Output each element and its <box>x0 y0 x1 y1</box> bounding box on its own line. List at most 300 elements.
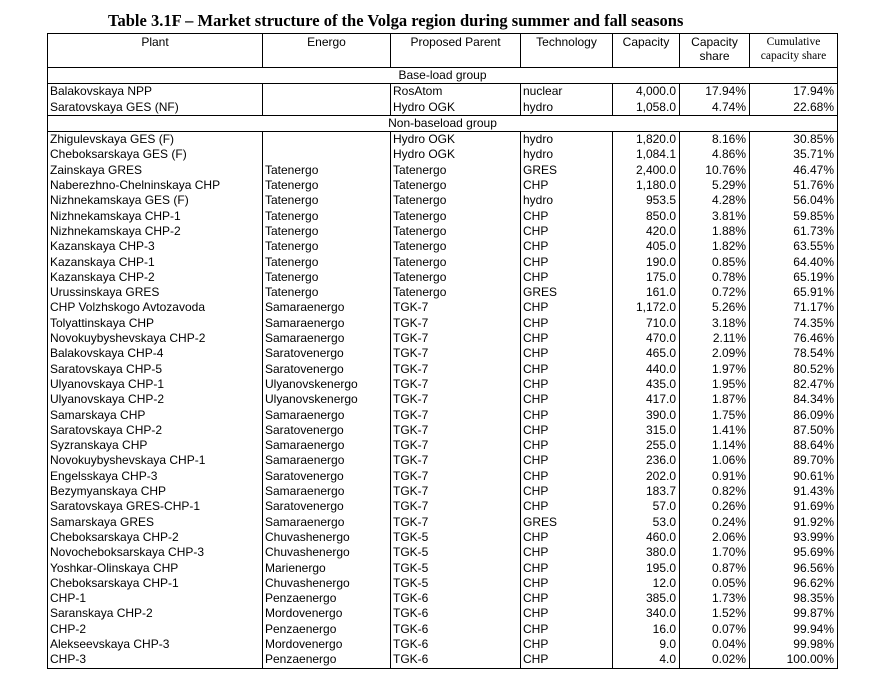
capacity-cell: 1,084.1 <box>613 147 680 162</box>
parent-cell: TGK-7 <box>391 316 521 331</box>
parent-cell: TGK-7 <box>391 362 521 377</box>
plant-cell: Balakovskaya CHP-4 <box>48 346 263 361</box>
technology-cell: CHP <box>521 652 613 668</box>
energo-cell: Samaraenergo <box>263 316 391 331</box>
table-header <box>48 34 838 68</box>
technology-cell: CHP <box>521 484 613 499</box>
technology-cell: CHP <box>521 377 613 392</box>
energo-cell: Penzaenergo <box>263 652 391 668</box>
parent-cell: TGK-7 <box>391 438 521 453</box>
capacity-cell: 183.7 <box>613 484 680 499</box>
group-label: Base-load group <box>48 68 838 84</box>
plant-cell: Nizhnekamskaya CHP-2 <box>48 224 263 239</box>
energo-cell: Saratovenergo <box>263 423 391 438</box>
capacity-cell: 57.0 <box>613 499 680 514</box>
plant-cell: Kazanskaya CHP-2 <box>48 270 263 285</box>
cumulative-share-cell: 78.54% <box>750 346 838 361</box>
capacity-share-cell: 0.87% <box>680 561 750 576</box>
parent-cell: TGK-7 <box>391 346 521 361</box>
technology-cell: CHP <box>521 224 613 239</box>
plant-cell: Nizhnekamskaya CHP-1 <box>48 209 263 224</box>
capacity-cell: 161.0 <box>613 285 680 300</box>
header-row <box>48 34 838 68</box>
capacity-share-cell: 0.78% <box>680 270 750 285</box>
capacity-share-cell: 1.52% <box>680 606 750 621</box>
capacity-cell: 4,000.0 <box>613 84 680 100</box>
parent-cell: TGK-6 <box>391 622 521 637</box>
plant-cell: Cheboksarskaya GES (F) <box>48 147 263 162</box>
technology-cell: CHP <box>521 438 613 453</box>
cumulative-share-cell: 82.47% <box>750 377 838 392</box>
plant-cell: Zhigulevskaya GES (F) <box>48 132 263 148</box>
energo-cell: Samaraenergo <box>263 408 391 423</box>
technology-cell: nuclear <box>521 84 613 100</box>
energo-cell: Chuvashenergo <box>263 530 391 545</box>
capacity-share-cell: 2.11% <box>680 331 750 346</box>
table-row <box>48 652 838 668</box>
parent-cell: TGK-7 <box>391 331 521 346</box>
technology-cell: CHP <box>521 300 613 315</box>
parent-cell: TGK-7 <box>391 377 521 392</box>
group-row <box>48 115 838 131</box>
technology-cell: CHP <box>521 270 613 285</box>
technology-cell: CHP <box>521 606 613 621</box>
table-row <box>48 362 838 377</box>
table-row <box>48 561 838 576</box>
energo-cell: Mordovenergo <box>263 606 391 621</box>
technology-cell: CHP <box>521 178 613 193</box>
cumulative-share-cell: 64.40% <box>750 255 838 270</box>
capacity-share-cell: 0.26% <box>680 499 750 514</box>
cumulative-share-cell: 84.34% <box>750 392 838 407</box>
cumulative-share-cell: 30.85% <box>750 132 838 148</box>
table-row <box>48 606 838 621</box>
capacity-cell: 1,172.0 <box>613 300 680 315</box>
energo-cell: Mordovenergo <box>263 637 391 652</box>
parent-cell: Tatenergo <box>391 193 521 208</box>
technology-cell: CHP <box>521 622 613 637</box>
header-parent: Proposed Parent <box>391 34 521 68</box>
table-row <box>48 377 838 392</box>
energo-cell: Tatenergo <box>263 270 391 285</box>
header-cum-line1: Cumulative <box>766 36 821 48</box>
technology-cell: CHP <box>521 591 613 606</box>
table-row <box>48 499 838 514</box>
technology-cell: CHP <box>521 209 613 224</box>
capacity-cell: 390.0 <box>613 408 680 423</box>
parent-cell: Tatenergo <box>391 285 521 300</box>
plant-cell: Saratovskaya GES (NF) <box>48 100 263 116</box>
capacity-cell: 175.0 <box>613 270 680 285</box>
capacity-cell: 202.0 <box>613 469 680 484</box>
cumulative-share-cell: 90.61% <box>750 469 838 484</box>
technology-cell: CHP <box>521 561 613 576</box>
table-row <box>48 193 838 208</box>
technology-cell: GRES <box>521 163 613 178</box>
parent-cell: TGK-5 <box>391 530 521 545</box>
energo-cell: Tatenergo <box>263 239 391 254</box>
capacity-cell: 850.0 <box>613 209 680 224</box>
capacity-cell: 9.0 <box>613 637 680 652</box>
table-row <box>48 408 838 423</box>
capacity-cell: 236.0 <box>613 453 680 468</box>
energo-cell: Tatenergo <box>263 285 391 300</box>
cumulative-share-cell: 100.00% <box>750 652 838 668</box>
table-row <box>48 576 838 591</box>
capacity-cell: 4.0 <box>613 652 680 668</box>
capacity-share-cell: 1.70% <box>680 545 750 560</box>
capacity-share-cell: 1.87% <box>680 392 750 407</box>
plant-cell: CHP-3 <box>48 652 263 668</box>
capacity-share-cell: 0.04% <box>680 637 750 652</box>
plant-cell: Syzranskaya CHP <box>48 438 263 453</box>
capacity-share-cell: 4.28% <box>680 193 750 208</box>
cumulative-share-cell: 35.71% <box>750 147 838 162</box>
cumulative-share-cell: 74.35% <box>750 316 838 331</box>
cumulative-share-cell: 99.98% <box>750 637 838 652</box>
plant-cell: Naberezhno-Chelninskaya CHP <box>48 178 263 193</box>
capacity-share-cell: 0.24% <box>680 515 750 530</box>
cumulative-share-cell: 99.87% <box>750 606 838 621</box>
cumulative-share-cell: 98.35% <box>750 591 838 606</box>
header-capacity: Capacity <box>613 34 680 68</box>
table-row <box>48 469 838 484</box>
capacity-share-cell: 1.06% <box>680 453 750 468</box>
technology-cell: CHP <box>521 530 613 545</box>
table-row <box>48 300 838 315</box>
capacity-share-cell: 2.06% <box>680 530 750 545</box>
table-row <box>48 270 838 285</box>
table-row <box>48 100 838 116</box>
plant-cell: Novocheboksarskaya CHP-3 <box>48 545 263 560</box>
header-plant: Plant <box>48 34 263 68</box>
parent-cell: TGK-7 <box>391 392 521 407</box>
energo-cell: Ulyanovskenergo <box>263 392 391 407</box>
capacity-share-cell: 5.29% <box>680 178 750 193</box>
technology-cell: GRES <box>521 515 613 530</box>
capacity-share-cell: 0.05% <box>680 576 750 591</box>
technology-cell: CHP <box>521 453 613 468</box>
energo-cell: Tatenergo <box>263 209 391 224</box>
energo-cell: Marienergo <box>263 561 391 576</box>
table-row <box>48 147 838 162</box>
plant-cell: Saratovskaya CHP-5 <box>48 362 263 377</box>
cumulative-share-cell: 91.92% <box>750 515 838 530</box>
capacity-cell: 953.5 <box>613 193 680 208</box>
cumulative-share-cell: 91.69% <box>750 499 838 514</box>
capacity-cell: 53.0 <box>613 515 680 530</box>
plant-cell: Alekseevskaya CHP-3 <box>48 637 263 652</box>
energo-cell: Samaraenergo <box>263 453 391 468</box>
table-row <box>48 239 838 254</box>
parent-cell: TGK-7 <box>391 453 521 468</box>
parent-cell: TGK-6 <box>391 652 521 668</box>
technology-cell: CHP <box>521 408 613 423</box>
capacity-cell: 440.0 <box>613 362 680 377</box>
plant-cell: Kazanskaya CHP-3 <box>48 239 263 254</box>
capacity-share-cell: 1.95% <box>680 377 750 392</box>
technology-cell: CHP <box>521 316 613 331</box>
capacity-share-cell: 0.82% <box>680 484 750 499</box>
energo-cell: Samaraenergo <box>263 438 391 453</box>
plant-cell: CHP-1 <box>48 591 263 606</box>
cumulative-share-cell: 87.50% <box>750 423 838 438</box>
parent-cell: Hydro OGK <box>391 132 521 148</box>
plant-cell: Zainskaya GRES <box>48 163 263 178</box>
energo-cell: Samaraenergo <box>263 331 391 346</box>
table-row <box>48 331 838 346</box>
energo-cell <box>263 147 391 162</box>
parent-cell: TGK-7 <box>391 484 521 499</box>
technology-cell: CHP <box>521 545 613 560</box>
cumulative-share-cell: 86.09% <box>750 408 838 423</box>
table-row <box>48 484 838 499</box>
capacity-share-cell: 5.26% <box>680 300 750 315</box>
plant-cell: Ulyanovskaya CHP-1 <box>48 377 263 392</box>
capacity-cell: 1,058.0 <box>613 100 680 116</box>
energo-cell: Samaraenergo <box>263 484 391 499</box>
technology-cell: CHP <box>521 423 613 438</box>
table-row <box>48 515 838 530</box>
parent-cell: Tatenergo <box>391 255 521 270</box>
plant-cell: Nizhnekamskaya GES (F) <box>48 193 263 208</box>
technology-cell: CHP <box>521 331 613 346</box>
capacity-share-cell: 1.73% <box>680 591 750 606</box>
plant-cell: Samarskaya CHP <box>48 408 263 423</box>
capacity-cell: 315.0 <box>613 423 680 438</box>
cumulative-share-cell: 99.94% <box>750 622 838 637</box>
table-row <box>48 346 838 361</box>
capacity-cell: 710.0 <box>613 316 680 331</box>
capacity-cell: 465.0 <box>613 346 680 361</box>
cumulative-share-cell: 61.73% <box>750 224 838 239</box>
energo-cell <box>263 100 391 116</box>
cumulative-share-cell: 76.46% <box>750 331 838 346</box>
table-row <box>48 530 838 545</box>
header-capacity-share <box>680 34 750 68</box>
table-row <box>48 178 838 193</box>
technology-cell: hydro <box>521 193 613 208</box>
capacity-share-cell: 3.81% <box>680 209 750 224</box>
capacity-share-cell: 1.97% <box>680 362 750 377</box>
parent-cell: TGK-7 <box>391 408 521 423</box>
header-technology: Technology <box>521 34 613 68</box>
parent-cell: TGK-7 <box>391 423 521 438</box>
technology-cell: CHP <box>521 255 613 270</box>
parent-cell: Tatenergo <box>391 178 521 193</box>
technology-cell: CHP <box>521 469 613 484</box>
parent-cell: TGK-7 <box>391 469 521 484</box>
parent-cell: TGK-5 <box>391 561 521 576</box>
table-row <box>48 224 838 239</box>
group-row <box>48 68 838 84</box>
plant-cell: Cheboksarskaya CHP-1 <box>48 576 263 591</box>
cumulative-share-cell: 63.55% <box>750 239 838 254</box>
energo-cell: Tatenergo <box>263 224 391 239</box>
parent-cell: Hydro OGK <box>391 147 521 162</box>
table-row <box>48 209 838 224</box>
capacity-share-cell: 1.75% <box>680 408 750 423</box>
technology-cell: CHP <box>521 346 613 361</box>
technology-cell: hydro <box>521 100 613 116</box>
capacity-cell: 2,400.0 <box>613 163 680 178</box>
header-cumulative-share <box>750 34 838 68</box>
table-row <box>48 423 838 438</box>
cumulative-share-cell: 56.04% <box>750 193 838 208</box>
energo-cell: Samaraenergo <box>263 300 391 315</box>
capacity-cell: 470.0 <box>613 331 680 346</box>
energo-cell: Penzaenergo <box>263 622 391 637</box>
table-row <box>48 591 838 606</box>
table-row <box>48 637 838 652</box>
plant-cell: Tolyattinskaya CHP <box>48 316 263 331</box>
plant-cell: CHP-2 <box>48 622 263 637</box>
table-row <box>48 132 838 148</box>
capacity-cell: 1,820.0 <box>613 132 680 148</box>
capacity-cell: 460.0 <box>613 530 680 545</box>
table-row <box>48 545 838 560</box>
plant-cell: Saratovskaya GRES-CHP-1 <box>48 499 263 514</box>
energo-cell: Tatenergo <box>263 163 391 178</box>
capacity-cell: 340.0 <box>613 606 680 621</box>
header-share-line2: share <box>699 49 730 63</box>
technology-cell: CHP <box>521 392 613 407</box>
energo-cell: Saratovenergo <box>263 469 391 484</box>
plant-cell: Saratovskaya CHP-2 <box>48 423 263 438</box>
capacity-share-cell: 0.85% <box>680 255 750 270</box>
capacity-share-cell: 4.74% <box>680 100 750 116</box>
capacity-share-cell: 1.82% <box>680 239 750 254</box>
group-label: Non-baseload group <box>48 115 838 131</box>
technology-cell: GRES <box>521 285 613 300</box>
parent-cell: Tatenergo <box>391 270 521 285</box>
parent-cell: TGK-7 <box>391 300 521 315</box>
cumulative-share-cell: 80.52% <box>750 362 838 377</box>
table-row <box>48 622 838 637</box>
capacity-cell: 1,180.0 <box>613 178 680 193</box>
energo-cell <box>263 84 391 100</box>
plant-cell: Balakovskaya NPP <box>48 84 263 100</box>
plant-cell: Saranskaya CHP-2 <box>48 606 263 621</box>
parent-cell: TGK-6 <box>391 591 521 606</box>
cumulative-share-cell: 96.62% <box>750 576 838 591</box>
capacity-cell: 16.0 <box>613 622 680 637</box>
capacity-cell: 255.0 <box>613 438 680 453</box>
parent-cell: Tatenergo <box>391 209 521 224</box>
energo-cell: Samaraenergo <box>263 515 391 530</box>
capacity-cell: 380.0 <box>613 545 680 560</box>
table-row <box>48 316 838 331</box>
cumulative-share-cell: 46.47% <box>750 163 838 178</box>
cumulative-share-cell: 95.69% <box>750 545 838 560</box>
energo-cell: Saratovenergo <box>263 362 391 377</box>
cumulative-share-cell: 93.99% <box>750 530 838 545</box>
capacity-cell: 195.0 <box>613 561 680 576</box>
energo-cell: Tatenergo <box>263 255 391 270</box>
capacity-cell: 417.0 <box>613 392 680 407</box>
parent-cell: Hydro OGK <box>391 100 521 116</box>
parent-cell: TGK-5 <box>391 576 521 591</box>
energo-cell: Ulyanovskenergo <box>263 377 391 392</box>
technology-cell: hydro <box>521 147 613 162</box>
technology-cell: CHP <box>521 637 613 652</box>
cumulative-share-cell: 51.76% <box>750 178 838 193</box>
capacity-share-cell: 2.09% <box>680 346 750 361</box>
table-body <box>48 68 838 669</box>
capacity-cell: 420.0 <box>613 224 680 239</box>
table-row <box>48 453 838 468</box>
energo-cell: Saratovenergo <box>263 346 391 361</box>
plant-cell: Bezymyanskaya CHP <box>48 484 263 499</box>
parent-cell: Tatenergo <box>391 239 521 254</box>
parent-cell: TGK-7 <box>391 515 521 530</box>
plant-cell: Samarskaya GRES <box>48 515 263 530</box>
table-title: Table 3.1F – Market structure of the Volga region during summer and fall seasons <box>108 11 684 30</box>
energo-cell: Chuvashenergo <box>263 545 391 560</box>
parent-cell: Tatenergo <box>391 224 521 239</box>
parent-cell: TGK-5 <box>391 545 521 560</box>
plant-cell: Novokuybyshevskaya CHP-1 <box>48 453 263 468</box>
cumulative-share-cell: 91.43% <box>750 484 838 499</box>
technology-cell: CHP <box>521 362 613 377</box>
table-row <box>48 392 838 407</box>
energo-cell <box>263 132 391 148</box>
plant-cell: Novokuybyshevskaya CHP-2 <box>48 331 263 346</box>
header-cum-line2: capacity share <box>760 50 827 62</box>
energo-cell: Tatenergo <box>263 193 391 208</box>
cumulative-share-cell: 89.70% <box>750 453 838 468</box>
energo-cell: Penzaenergo <box>263 591 391 606</box>
parent-cell: Tatenergo <box>391 163 521 178</box>
capacity-share-cell: 0.02% <box>680 652 750 668</box>
capacity-share-cell: 1.41% <box>680 423 750 438</box>
technology-cell: hydro <box>521 132 613 148</box>
parent-cell: TGK-6 <box>391 606 521 621</box>
plant-cell: Cheboksarskaya CHP-2 <box>48 530 263 545</box>
capacity-cell: 190.0 <box>613 255 680 270</box>
capacity-cell: 405.0 <box>613 239 680 254</box>
capacity-cell: 435.0 <box>613 377 680 392</box>
header-energo: Energo <box>263 34 391 68</box>
plant-cell: Yoshkar-Olinskaya CHP <box>48 561 263 576</box>
technology-cell: CHP <box>521 239 613 254</box>
header-share-line1: Capacity <box>691 35 738 49</box>
plant-cell: Ulyanovskaya CHP-2 <box>48 392 263 407</box>
plant-cell: Urussinskaya GRES <box>48 285 263 300</box>
technology-cell: CHP <box>521 499 613 514</box>
cumulative-share-cell: 65.91% <box>750 285 838 300</box>
plant-cell: CHP Volzhskogo Avtozavoda <box>48 300 263 315</box>
energo-cell: Saratovenergo <box>263 499 391 514</box>
cumulative-share-cell: 22.68% <box>750 100 838 116</box>
cumulative-share-cell: 65.19% <box>750 270 838 285</box>
capacity-share-cell: 0.91% <box>680 469 750 484</box>
cumulative-share-cell: 88.64% <box>750 438 838 453</box>
capacity-share-cell: 0.72% <box>680 285 750 300</box>
cumulative-share-cell: 17.94% <box>750 84 838 100</box>
capacity-share-cell: 1.88% <box>680 224 750 239</box>
capacity-share-cell: 0.07% <box>680 622 750 637</box>
cumulative-share-cell: 71.17% <box>750 300 838 315</box>
plant-cell: Engelsskaya CHP-3 <box>48 469 263 484</box>
table-row <box>48 438 838 453</box>
capacity-share-cell: 3.18% <box>680 316 750 331</box>
market-structure-table <box>47 33 838 669</box>
capacity-share-cell: 8.16% <box>680 132 750 148</box>
parent-cell: TGK-6 <box>391 637 521 652</box>
technology-cell: CHP <box>521 576 613 591</box>
plant-cell: Kazanskaya CHP-1 <box>48 255 263 270</box>
